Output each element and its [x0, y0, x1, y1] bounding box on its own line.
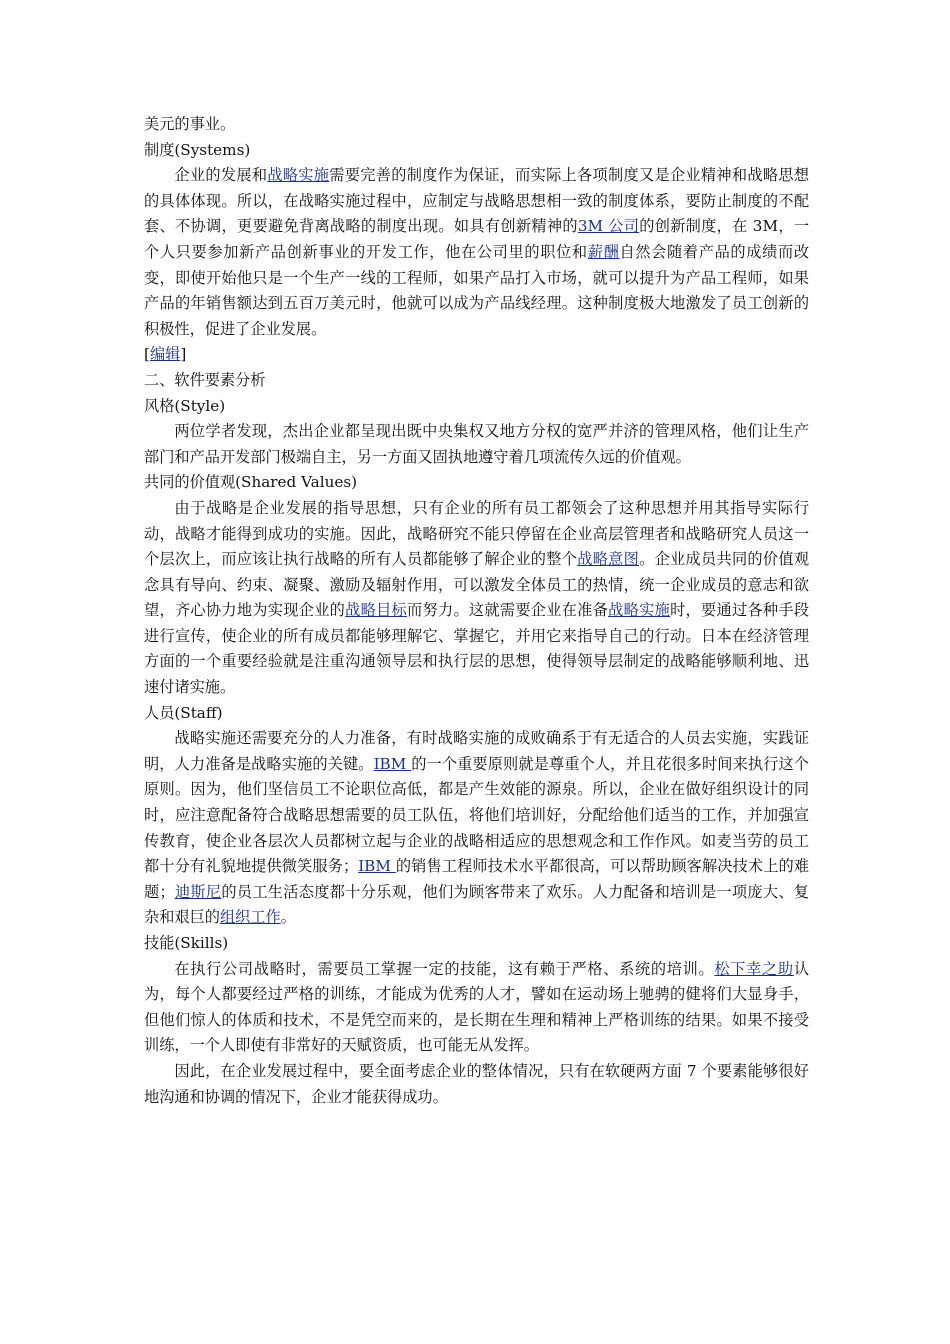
text-span: 由于战略是企业发展的指导思想，只有企业的所有员工都领会了这种思想并用其指导实际行动，战略才能得到成功的实施。因此，战略研究不能只停留在企业高层管理者和战略研究人员这一个层次上，而应该让执行战略的所有人员都能够了解企业的整个 — [144, 498, 809, 569]
paragraph-systems — [144, 163, 809, 342]
text-span: 自然会随着产品的成绩而改变，即使开始他只是一个生产一线的工程师，如果产品打入市场，就可以提升为产品工程师，如果产品的年销售额达到五百万美元时，他就可以成为产品线经理。这种制度极大地激发了员工创新的积极性，促进了企业发展。 — [144, 242, 810, 338]
text-span: 的销售工程师技术水平都很高，可以帮助顾客解决技术上的难题； — [144, 857, 810, 901]
heading-style: 风格(Style) — [144, 396, 226, 415]
document-page — [144, 112, 809, 1110]
link-ibm[interactable]: IBM — [373, 754, 412, 773]
link-ibm-2[interactable]: IBM — [358, 857, 396, 876]
heading-staff: 人员(Staff) — [144, 703, 223, 722]
text-span: 时，要通过各种手段进行宣传，使企业的所有成员都能够理解它、掌握它，并用它来指导自己的行动。日本在经济管理方面的一个重要经验就是注重沟通领导层和执行层的思想，使得领导层制定的战略能够顺利地、迅速付诸实施。 — [144, 601, 810, 697]
text-line: 美元的事业。 — [144, 115, 236, 133]
link-organization-work[interactable]: 组织工作 — [219, 908, 281, 927]
link-strategy-implementation[interactable]: 战略实施 — [267, 166, 330, 185]
link-strategic-goal[interactable]: 战略目标 — [345, 601, 408, 620]
heading-software-elements: 二、软件要素分析 — [144, 370, 266, 389]
text-span: 认为，每个人都要经过严格的训练，才能成为优秀的人才，譬如在运动场上驰骋的健将们大显身手，但他们惊人的体质和技术，不是凭空而来的，是长期在生理和精神上严格训练的结果。如果不接受训练，一个人即使有非常好的天赋资质，也可能无从发挥。 — [144, 959, 810, 1055]
text-span: 在执行公司战略时，需要员工掌握一定的技能，这有赖于严格、系统的培训。 — [174, 959, 715, 978]
heading-shared-values: 共同的价值观(Shared Values) — [144, 473, 358, 492]
link-disney[interactable]: 迪斯尼 — [174, 882, 222, 901]
text-span: 企业的发展和 — [174, 166, 268, 185]
link-compensation[interactable]: 薪酬 — [587, 242, 620, 261]
edit-link[interactable]: 编辑 — [149, 345, 181, 364]
paragraph-conclusion: 因此，在企业发展过程中，要全面考虑企业的整体情况，只有在软硬两方面 7 个要素能够很好地沟通和协调的情况下，企业才能获得成功。 — [144, 1061, 809, 1106]
text-span: 。 — [280, 908, 296, 927]
paragraph-staff — [144, 726, 809, 931]
edit-line: [编辑] — [144, 345, 187, 364]
link-3m-company[interactable]: 3M 公司 — [577, 217, 640, 236]
link-konosuke-matsushita[interactable]: 松下幸之助 — [714, 959, 794, 978]
text-span: 战略实施还需要充分的人力准备，有时战略实施的成败确系于有无适合的人员去实施，实践证明，人力准备是战略实施的关键。 — [144, 729, 809, 773]
text-span: 需要完善的制度作为保证，而实际上各项制度又是企业精神和战略思想的具体体现。所以，在战略实施过程中，应制定与战略思想相一致的制度体系，要防止制度的不配套、不协调，更要避免背离战略的制度出现。如具有创新精神的 — [144, 166, 810, 236]
heading-systems: 制度(Systems) — [144, 140, 251, 159]
paragraph-shared-values — [144, 496, 809, 701]
text-span: 而努力。这就需要企业在准备 — [407, 601, 609, 620]
link-strategic-intent[interactable]: 战略意图 — [577, 550, 640, 569]
text-span: 。企业成员共同的价值观念具有导向、约束、凝聚、激励及辐射作用，可以激发全体员工的热情，统一企业成员的意志和欲望，齐心协力地为实现企业的 — [144, 550, 810, 620]
text-span: 的员工生活态度都十分乐观，他们为顾客带来了欢乐。人力配备和培训是一项庞大、复杂和艰巨的 — [144, 882, 810, 927]
link-strategy-implementation-2[interactable]: 战略实施 — [608, 601, 671, 620]
paragraph-style: 两位学者发现，杰出企业都呈现出既中央集权又地方分权的宽严并济的管理风格，他们让生产部门和产品开发部门极端自主，另一方面又固执地遵守着几项流传久远的价值观。 — [144, 422, 809, 466]
paragraph-skills — [144, 957, 809, 1059]
text-span: 的一个重要原则就是尊重个人，并且花很多时间来执行这个原则。因为，他们坚信员工不论职位高低，都是产生效能的源泉。所以，企业在做好组织设计的同时，应注意配备符合战略思想需要的员工队伍，将他们培训好，分配给他们适当的工作，并加强宣传教育，使企业各层次人员都树立起与企业的战略相适应的思想观念和工作作风。如麦当劳的员工都十分有礼貌地提供微笑服务； — [144, 754, 809, 876]
heading-skills: 技能(Skills) — [144, 934, 229, 952]
text-span: 的创新制度，在 3M，一个人只要参加新产品创新事业的开发工作，他在公司里的职位和 — [144, 217, 810, 261]
